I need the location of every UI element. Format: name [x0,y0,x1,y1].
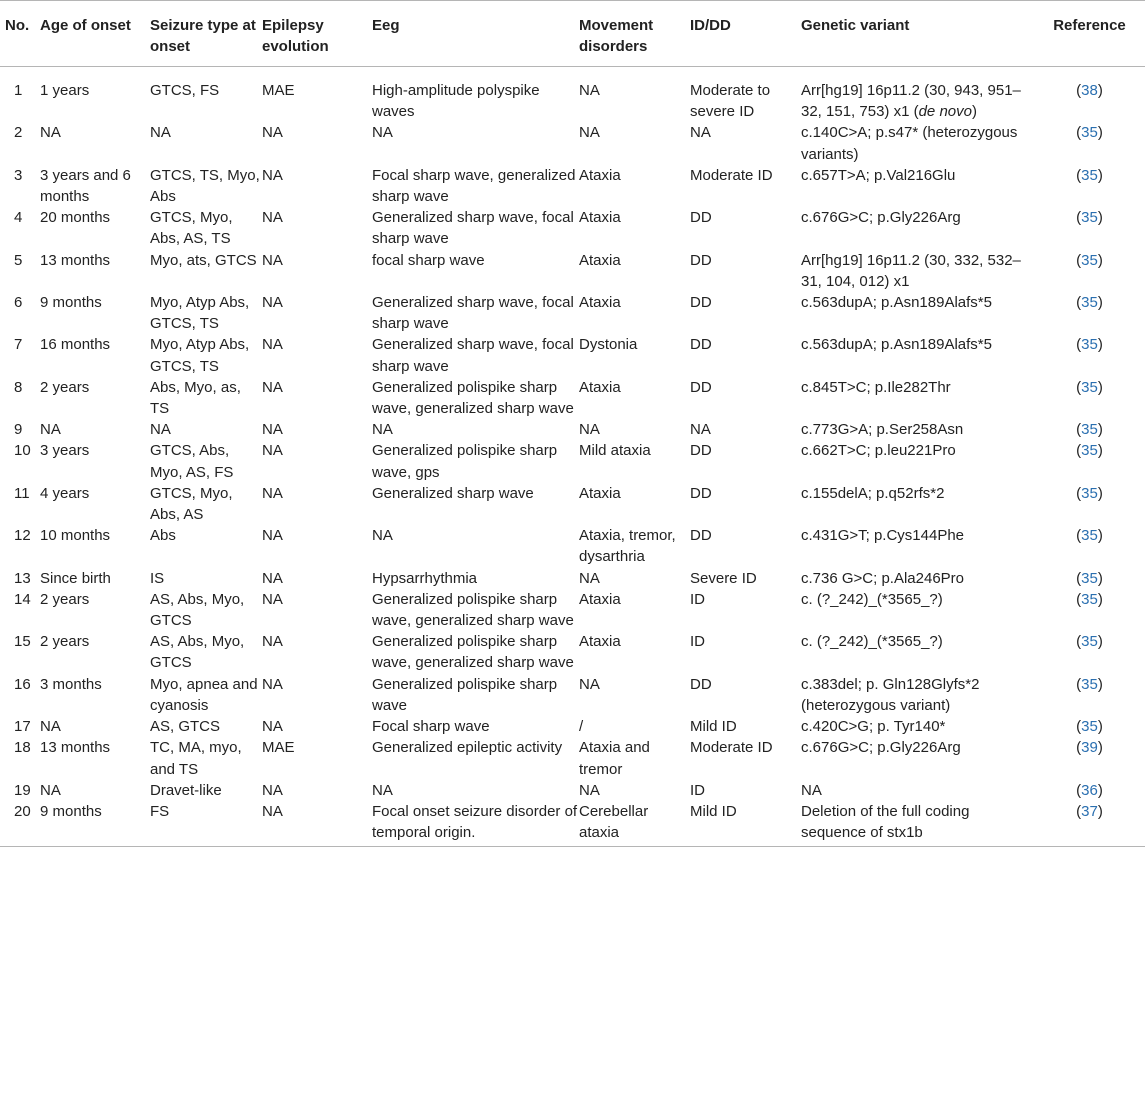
variant-note: de novo [918,103,972,121]
cell-movement-disorders: Cerebellar ataxia [579,801,690,847]
cell-age-of-onset: 20 months [40,209,111,227]
cell-epilepsy-evolution: NA [262,251,283,269]
cell-id-dd: ID [690,781,705,799]
reference-link[interactable]: 36 [1081,781,1098,799]
cell-reference: (35) [1076,633,1103,651]
cell-seizure-type: TC, MA, myo, and TS [150,739,242,778]
cell-movement-disorders: Ataxia, tremor, dysarthria [579,527,676,566]
cell-epilepsy-evolution: NA [262,166,283,184]
reference-link[interactable]: 35 [1081,209,1098,227]
cell-seizure-type: AS, GTCS [150,718,221,736]
genetic-variant-text: c.676G>C; p.Gly226Arg [801,739,961,757]
cell-id-dd: NA [690,421,711,439]
table-body [0,67,1145,847]
cell-movement-disorders: Ataxia [579,251,621,269]
cell-seizure-type: Dravet-like [150,781,222,799]
cell-reference: (39) [1076,739,1103,757]
cell-eeg: NA [372,421,393,439]
cell-eeg: Generalized sharp wave, focal sharp wave [372,209,574,248]
cell-age-of-onset: NA [40,421,61,439]
cell-seizure-type: AS, Abs, Myo, GTCS [150,590,245,630]
reference-link[interactable]: 39 [1081,739,1098,757]
cell-epilepsy-evolution: NA [262,294,283,312]
cell-id-dd: NA [690,124,711,142]
cell-movement-disorders: NA [579,82,600,99]
cell-genetic-variant [801,631,1034,673]
reference-link[interactable]: 35 [1081,294,1098,312]
cell-id-dd: ID [690,590,705,608]
cell-eeg: Focal sharp wave [372,718,490,736]
cell-no: 13 [14,569,31,587]
cell-age-of-onset: Since birth [40,569,111,587]
cell-epilepsy-evolution: NA [262,378,283,396]
cell-reference: (35) [1076,590,1103,608]
cell-id-dd: Moderate to severe ID [690,82,771,121]
cell-genetic-variant [801,568,1034,589]
header-no: No. [0,1,40,67]
reference-link[interactable]: 35 [1081,527,1098,545]
cell-genetic-variant [801,483,1034,525]
cell-reference: (35) [1076,251,1103,269]
cell-no: 5 [14,251,23,269]
cell-movement-disorders: NA [579,569,600,587]
cell-reference: (36) [1076,781,1103,799]
cell-epilepsy-evolution: NA [262,527,283,545]
table-row [0,250,1145,292]
cell-eeg: Generalized polispike sharp wave, generalized sharp wave [372,633,574,672]
cell-epilepsy-evolution: MAE [262,739,295,757]
reference-link[interactable]: 35 [1081,633,1098,651]
cell-epilepsy-evolution: NA [262,801,372,847]
cell-eeg: Generalized sharp wave, focal sharp wave [372,294,574,333]
genetic-variant-text: c.773G>A; p.Ser258Asn [801,421,964,439]
cell-movement-disorders: Mild ataxia [579,442,651,460]
cell-age-of-onset: NA [40,718,61,736]
genetic-variant-text: c.155delA; p.q52rfs*2 [801,484,945,502]
cell-age-of-onset: NA [40,124,61,142]
cell-genetic-variant [801,440,1034,482]
cell-reference: (35) [1076,378,1103,396]
cell-no: 11 [14,484,30,502]
cell-seizure-type: Myo, ats, GTCS [150,251,257,269]
header-epilepsy-evolution: Epilepsy evolution [262,1,372,67]
cell-reference: (35) [1076,294,1103,312]
genetic-variant-text: c.420C>G; p. Tyr140* [801,718,946,736]
cell-reference: (35) [1076,336,1103,354]
table-row [0,440,1145,482]
header-id-dd: ID/DD [690,1,801,67]
cell-reference: (35) [1076,166,1103,184]
cell-epilepsy-evolution: NA [262,718,283,736]
cell-no: 1 [14,82,23,99]
genetic-variant-text: NA [801,781,822,799]
reference-link[interactable]: 35 [1081,336,1098,354]
table-row [0,165,1145,207]
table-row [0,716,1145,737]
cell-id-dd: DD [690,294,712,312]
cell-eeg: Generalized polispike sharp wave, generalized sharp wave [372,590,574,630]
cell-genetic-variant [801,334,1034,376]
reference-link[interactable]: 38 [1081,82,1098,99]
cell-seizure-type: IS [150,569,165,587]
table-row [0,568,1145,589]
cell-epilepsy-evolution: NA [262,569,283,587]
cell-eeg: NA [372,124,393,142]
cell-age-of-onset: 9 months [40,294,102,312]
cell-movement-disorders: / [579,718,584,736]
reference-link[interactable]: 35 [1081,124,1098,142]
cell-id-dd: DD [690,527,712,545]
cell-movement-disorders: Ataxia [579,484,621,502]
cell-no: 2 [14,124,23,142]
header-age-of-onset: Age of onset [40,1,150,67]
cell-movement-disorders: Ataxia [579,209,621,227]
cell-id-dd: Mild ID [690,801,801,847]
cell-genetic-variant [801,801,1034,847]
cell-reference: (35) [1076,527,1103,545]
cell-seizure-type: AS, Abs, Myo, GTCS [150,633,245,672]
genetic-variant-text: Arr[hg19] 16p11.2 (30, 943, 951–32, 151, 753) x1 [801,82,1021,121]
cell-movement-disorders: NA [579,675,600,693]
cell-eeg: Generalized polispike sharp wave, gps [372,442,558,481]
cell-epilepsy-evolution: NA [262,590,283,608]
table-row [0,122,1145,164]
cell-no: 4 [14,209,23,227]
genetic-variant-text: c.383del; p. Gln128Glyfs*2 (heterozygous variant) [801,675,980,714]
cell-seizure-type: Myo, apnea and cyanosis [150,675,258,714]
cell-reference: (35) [1076,484,1103,502]
cell-genetic-variant [801,207,1034,249]
reference-link[interactable]: 37 [1081,802,1098,820]
header-movement-disorders: Movement disorders [579,1,690,67]
cell-no: 3 [14,166,23,184]
cell-seizure-type: NA [150,124,171,142]
cell-movement-disorders: Ataxia [579,590,621,608]
cell-genetic-variant [801,737,1034,779]
cell-id-dd: Moderate ID [690,739,773,757]
reference-link[interactable]: 35 [1081,421,1098,439]
table-row [0,67,1145,123]
table-row [0,377,1145,419]
header-reference: Reference [1034,1,1145,67]
cell-seizure-type: GTCS, FS [150,82,220,99]
cell-id-dd: Severe ID [690,569,757,587]
cell-eeg: High-amplitude polyspike waves [372,82,540,121]
reference-link[interactable]: 35 [1081,378,1098,396]
cell-no: 7 [14,336,23,354]
cell-age-of-onset: 2 years [40,590,90,608]
cell-movement-disorders: Ataxia [579,633,621,651]
cell-age-of-onset: 16 months [40,336,111,354]
header-seizure-type: Seizure type at onset [150,1,262,67]
cell-reference: (35) [1076,718,1103,736]
cell-genetic-variant [801,292,1034,334]
cell-seizure-type: GTCS, Myo, Abs, AS, TS [150,209,233,248]
genetic-variant-text: c. (?_242)_(*3565_?) [801,633,943,651]
cell-genetic-variant [801,716,1034,737]
reference-link[interactable]: 35 [1081,442,1098,460]
cell-id-dd: Mild ID [690,718,737,736]
cell-seizure-type: GTCS, Abs, Myo, AS, FS [150,442,234,481]
cell-id-dd: DD [690,484,712,502]
cell-age-of-onset: NA [40,781,61,799]
table-row [0,674,1145,716]
genetic-variant-text: Arr[hg19] 16p11.2 (30, 332, 532–31, 104, 012) x1 [801,251,1021,290]
cell-age-of-onset: 9 months [40,801,150,847]
table-row [0,631,1145,673]
table-row [0,207,1145,249]
header-eeg: Eeg [372,1,579,67]
cell-age-of-onset: 2 years [40,378,90,396]
cell-no: 8 [14,378,23,396]
cell-age-of-onset: 4 years [40,484,90,502]
cell-id-dd: DD [690,442,712,460]
cell-eeg: Focal sharp wave, generalized sharp wave [372,166,576,206]
genetic-variant-text: c.431G>T; p.Cys144Phe [801,527,965,545]
header-row [0,1,1145,67]
cell-eeg: Hypsarrhythmia [372,569,478,587]
cell-reference: (35) [1076,421,1103,439]
cell-movement-disorders: Ataxia [579,378,621,396]
table-row [0,780,1145,801]
cell-epilepsy-evolution: NA [262,675,283,693]
cell-reference: (35) [1076,569,1103,587]
cell-genetic-variant [801,165,1034,207]
cell-id-dd: Moderate ID [690,166,773,184]
cell-no: 6 [14,294,23,312]
cell-movement-disorders: NA [579,781,600,799]
cell-movement-disorders: NA [579,124,600,142]
cell-epilepsy-evolution: NA [262,209,283,227]
cell-eeg: Generalized sharp wave [372,484,534,502]
cell-seizure-type: GTCS, TS, Myo, Abs [150,166,260,206]
cell-epilepsy-evolution: NA [262,336,283,354]
table-row [0,292,1145,334]
cell-genetic-variant [801,780,1034,801]
cell-no: 16 [14,675,31,693]
cell-reference: (35) [1076,675,1103,693]
genetic-variant-text: c.140C>A; p.s47* (heterozygous variants) [801,124,1018,163]
cell-movement-disorders: NA [579,421,600,439]
cell-genetic-variant [801,250,1034,292]
cell-no: 14 [14,590,31,608]
cell-id-dd: DD [690,336,712,354]
cell-eeg: Focal onset seizure disorder of temporal origin. [372,801,579,847]
cell-genetic-variant [801,122,1034,164]
cell-genetic-variant [801,589,1034,631]
genetic-variant-text: c.662T>C; p.leu221Pro [801,442,956,460]
genetic-variant-text: c.845T>C; p.Ile282Thr [801,378,951,396]
cell-age-of-onset: 3 months [40,675,102,693]
cell-epilepsy-evolution: NA [262,633,283,651]
genetic-variant-text: c.736 G>C; p.Ala246Pro [801,569,965,587]
cell-seizure-type: GTCS, Myo, Abs, AS [150,484,233,524]
cell-genetic-variant: Arr[hg19] 16p11.2 (30, 943, 951–32, 151, 753) x1 (de novo) [801,82,1021,121]
cell-age-of-onset: 10 months [40,527,111,545]
header-genetic-variant: Genetic variant [801,1,1034,67]
cell-seizure-type: Abs [150,527,176,545]
cell-age-of-onset: 3 years [40,442,90,460]
cell-no: 20 [0,801,40,847]
cell-seizure-type: Abs, Myo, as, TS [150,378,241,418]
cell-movement-disorders: Ataxia [579,166,621,184]
cell-id-dd: DD [690,675,712,693]
cell-genetic-variant [801,525,1034,567]
table-row [0,419,1145,440]
reference-link[interactable]: 35 [1081,251,1098,269]
cell-epilepsy-evolution: NA [262,781,283,799]
cell-no: 12 [14,527,31,545]
table-row [0,483,1145,525]
cell-epilepsy-evolution: NA [262,124,283,142]
cell-eeg: NA [372,781,393,799]
cell-age-of-onset: 13 months [40,251,111,269]
cell-epilepsy-evolution: MAE [262,82,295,99]
table-row [0,801,1145,847]
cell-eeg: NA [372,527,393,545]
table-row [0,334,1145,376]
genetic-variant-text: c.676G>C; p.Gly226Arg [801,209,961,227]
genetic-variant-text: c.563dupA; p.Asn189Alafs*5 [801,294,992,312]
genetic-variant-text: c.657T>A; p.Val216Glu [801,166,956,184]
reference-link[interactable]: 35 [1081,590,1098,608]
cell-epilepsy-evolution: NA [262,442,283,460]
cell-age-of-onset: 1 years [40,82,90,99]
table-row [0,589,1145,631]
cell-eeg: Generalized polispike sharp wave [372,675,558,714]
cell-reference: (35) [1076,209,1103,227]
cell-no: 18 [14,739,31,757]
reference-link[interactable]: 35 [1081,718,1098,736]
cell-no: 15 [14,633,31,651]
cell-reference: (35) [1076,442,1103,460]
cell-no: 17 [14,718,31,736]
cell-age-of-onset: 13 months [40,739,111,757]
reference-link[interactable]: 35 [1081,484,1098,502]
table-row [0,525,1145,567]
genetic-variant-text: c.563dupA; p.Asn189Alafs*5 [801,336,992,354]
cell-seizure-type: Myo, Atyp Abs, GTCS, TS [150,294,250,333]
cell-movement-disorders: Ataxia [579,294,621,312]
cell-genetic-variant [801,419,1034,440]
cell-age-of-onset: 2 years [40,633,90,651]
cell-no: 9 [14,421,23,439]
cell-reference: (38) [1076,82,1103,99]
cell-eeg: focal sharp wave [372,251,485,269]
cell-seizure-type: Myo, Atyp Abs, GTCS, TS [150,336,250,375]
cell-eeg: Generalized epileptic activity [372,739,563,757]
cell-id-dd: DD [690,209,712,227]
cell-seizure-type: FS [150,801,262,847]
cell-eeg: Generalized polispike sharp wave, generalized sharp wave [372,378,574,418]
cell-eeg: Generalized sharp wave, focal sharp wave [372,336,574,375]
table-row [0,737,1145,779]
cell-no: 19 [14,781,31,799]
cell-id-dd: DD [690,251,712,269]
reference-link[interactable]: 35 [1081,569,1098,587]
cell-reference: (35) [1076,124,1103,142]
cell-no: 10 [14,442,31,460]
cell-id-dd: DD [690,378,712,396]
reference-link[interactable]: 35 [1081,675,1098,693]
cell-seizure-type: NA [150,421,171,439]
cell-movement-disorders: Dystonia [579,336,638,354]
cell-movement-disorders: Ataxia and tremor [579,739,650,778]
genetic-variant-text: c. (?_242)_(*3565_?) [801,590,943,608]
cell-genetic-variant [801,377,1034,419]
genetic-variant-text: Deletion of the full coding sequence of stx1b [801,802,970,842]
cell-genetic-variant [801,674,1034,716]
cell-epilepsy-evolution: NA [262,484,283,502]
cell-age-of-onset: 3 years and 6 months [40,166,131,206]
cell-reference: (37) [1034,801,1145,847]
cell-id-dd: ID [690,633,705,651]
reference-link[interactable]: 35 [1081,166,1098,184]
cell-epilepsy-evolution: NA [262,421,283,439]
